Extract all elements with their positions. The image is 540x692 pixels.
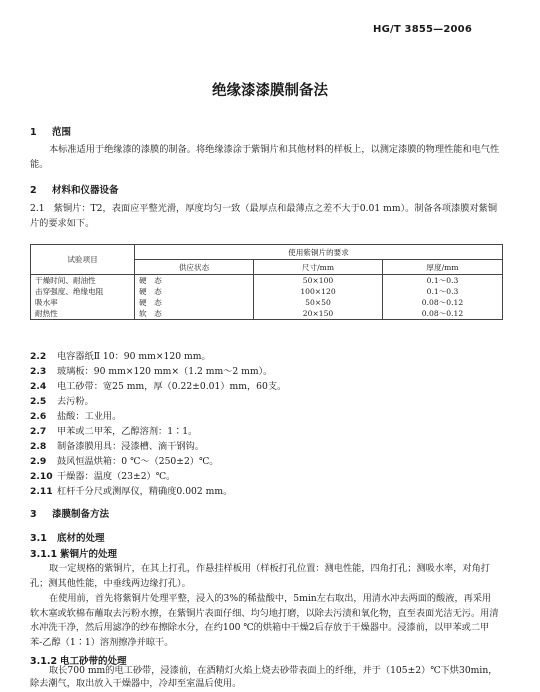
list-item: 2.3 玻璃板：90 mm×120 mm×（1.2 mm～2 mm）。 <box>30 366 273 377</box>
specimen-table <box>30 244 503 320</box>
section-3-1-heading: 3.1 底材的处理 <box>30 533 105 544</box>
col-size-header: 尺寸/mm <box>254 260 383 275</box>
table-row: 耐热性 软 态 20×150 0.08～0.12 <box>31 308 503 320</box>
col-group-header: 使用紫铜片的要求 <box>135 245 503 260</box>
section-3-1-1-para-1: 取一定规格的紫铜片，在其上打孔，作悬挂样板用（样板打孔位置：测电性能，四角打孔；测吸水率，对角打孔；测其他性能，中垂线两边缘打孔）。 <box>30 563 490 589</box>
table-row: 干燥时间、耐油性 硬 态 50×100 0.1～0.3 <box>31 275 503 287</box>
col-state-header: 供应状态 <box>135 260 254 275</box>
list-item: 2.9 鼓风恒温烘箱：0 ℃～（250±2）℃。 <box>30 456 219 467</box>
table-row: 击穿强度、绝缘电阻 硬 态 100×120 0.1～0.3 <box>31 286 503 297</box>
list-item: 2.8 制备漆膜用具：浸漆槽、滴干钢钩。 <box>30 441 204 452</box>
list-item: 2.11 杠杆千分尺或测厚仪，精确度0.002 mm。 <box>30 486 233 497</box>
page-title: 绝缘漆漆膜制备法 <box>212 83 328 99</box>
list-item: 2.5 去污粉。 <box>30 396 94 407</box>
col-thick-header: 厚度/mm <box>383 260 503 275</box>
standard-number: HG/T 3855—2006 <box>373 24 472 35</box>
list-item: 2.7 甲苯或二甲苯，乙醇溶剂：1∶1。 <box>30 426 198 437</box>
section-2-heading: 2 材料和仪器设备 <box>30 185 119 196</box>
list-item: 2.10 干燥器：温度（23±2）℃。 <box>30 471 176 482</box>
col-item-header: 试验项目 <box>31 245 135 275</box>
list-item: 2.2 电容器纸Ⅱ 10：90 mm×120 mm。 <box>30 351 211 362</box>
section-3-1-1-heading: 3.1.1 紫铜片的处理 <box>30 549 118 560</box>
section-3-1-1-para-2: 在使用前，首先将紫铜片处理平整，浸入的3%的稀盐酸中，5min左右取出，用清水冲去两面的酸液，再采用软木塞或软棉布蘸取去污粉水擦，在紫铜片表面仔细、均匀地打磨，以除去污渍和氧化物，直至表面光洁无污。用清水冲洗干净，然后用滤净的纱布擦除水分，在约100 ℃的烘箱中干燥2后存放于干燥器中。浸漆前，以甲苯或二甲苯-乙醇（1∶1）溶剂擦净并晾干。 <box>30 593 499 648</box>
section-1-heading: 1 范围 <box>30 127 72 138</box>
section-2-1-text: 2.1 紫铜片：T2，表面应平整光滑，厚度均匀一致（最厚点和最薄点之差不大于0.01 mm）。制备各项漆膜对紫铜片的要求如下。 <box>30 203 498 229</box>
list-item: 2.6 盐酸：工业用。 <box>30 411 122 422</box>
section-1-text: 本标准适用于绝缘漆的漆膜的制备。将绝缘漆涂于紫铜片和其他材料的样板上，以测定漆膜的物理性能和电气性能。 <box>30 144 500 170</box>
section-3-1-2-para-1: 取长700 mm的电工砂带，浸漆前，在酒精灯火焰上烧去砂带表面上的纤维，并于（105±2）℃下烘30min，除去潮气，取出放入干燥器中，冷却至室温后使用。 <box>30 665 498 689</box>
table-row: 吸水率 硬 态 50×50 0.08～0.12 <box>31 297 503 308</box>
list-item: 2.4 电工砂带：宽25 mm，厚（0.22±0.01）mm，60支。 <box>30 381 287 392</box>
section-3-heading: 3 漆膜制备方法 <box>30 509 110 520</box>
section-3-1-2-heading: 3.1.2 电工砂带的处理 <box>30 656 127 667</box>
